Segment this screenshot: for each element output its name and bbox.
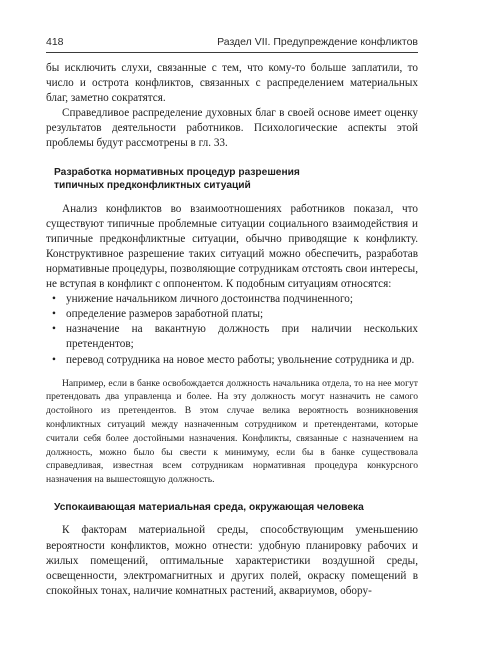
paragraph-continuation: бы исключить слухи, связанные с тем, что кому-то больше заплатили, то число и острота конфликтов, связанных с распределением материальных благ, заметно сократятся. <box>46 62 418 105</box>
subheading-normative-procedures <box>46 166 418 193</box>
page-number: 418 <box>46 36 64 48</box>
paragraph-conflict-analysis: Анализ конфликтов во взаимоотношениях работников показал, что существуют типичные проблемные ситуации социального взаимодействия и типичные предконфликтные ситуации, обычно приводящие к конфликту. Конструктивное разрешение таких ситуаций можно обеспечить, разработав нормативные процедуры, позволяющие сотрудникам отстоять свои интересы, не вступая в конфликт с оппонентом. К подобным ситуациям относятся: <box>46 202 418 291</box>
running-title: Раздел VII. Предупреждение конфликтов <box>217 36 418 48</box>
running-header <box>46 36 418 48</box>
page-body <box>46 61 418 599</box>
example-paragraph: Например, если в банке освобождается должность начальника отдела, то на нее могут претендовать два управленца и более. На эту должность могут назначить не самого достойного из претендентов. В этом случае велика вероятность возникновения конфликтных ситуаций между назначенным сотрудником и претендентами, которые считали себя более достойными назначения. Конфликты, связанные с назначением на должность, можно было бы свести к минимуму, если бы в банке существовала справедливая, известная всем сотрудникам нормативная процедура конкурсного назначения на вышестоящую должность. <box>46 377 418 486</box>
list-item: • перевод сотрудника на новое место работы; увольнение сотрудника и др. <box>46 353 418 368</box>
paragraph-material-environment: К факторам материальной среды, способствующим уменьшению вероятности конфликтов, можно отнести: удобную планировку рабочих и жилых помещений, оптимальные характеристики воздушной среды, освещенности, электромагнитных и других полей, окраску помещений в спокойных тонах, наличие комнатных растений, аквариумов, обору- <box>46 524 418 597</box>
subheading-line: типичных предконфликтных ситуаций <box>54 180 251 192</box>
subheading-line: Разработка нормативных процедур разрешения <box>54 166 300 178</box>
list-item: • унижение начальником личного достоинства подчиненного; <box>46 292 418 307</box>
subheading-calming-environment: Успокаивающая материальная среда, окружающая человека <box>54 501 364 513</box>
list-item: • определение размеров заработной платы; <box>46 307 418 322</box>
situations-list <box>46 292 418 367</box>
header-rule <box>46 52 418 53</box>
list-item: • назначение на вакантную должность при наличии нескольких претендентов; <box>46 322 418 352</box>
paragraph-spiritual-goods: Справедливое распределение духовных благ в своей основе имеет оценку результатов деятельности работников. Психологические аспекты этой проблемы будут рассмотрены в гл. 33. <box>46 107 418 150</box>
